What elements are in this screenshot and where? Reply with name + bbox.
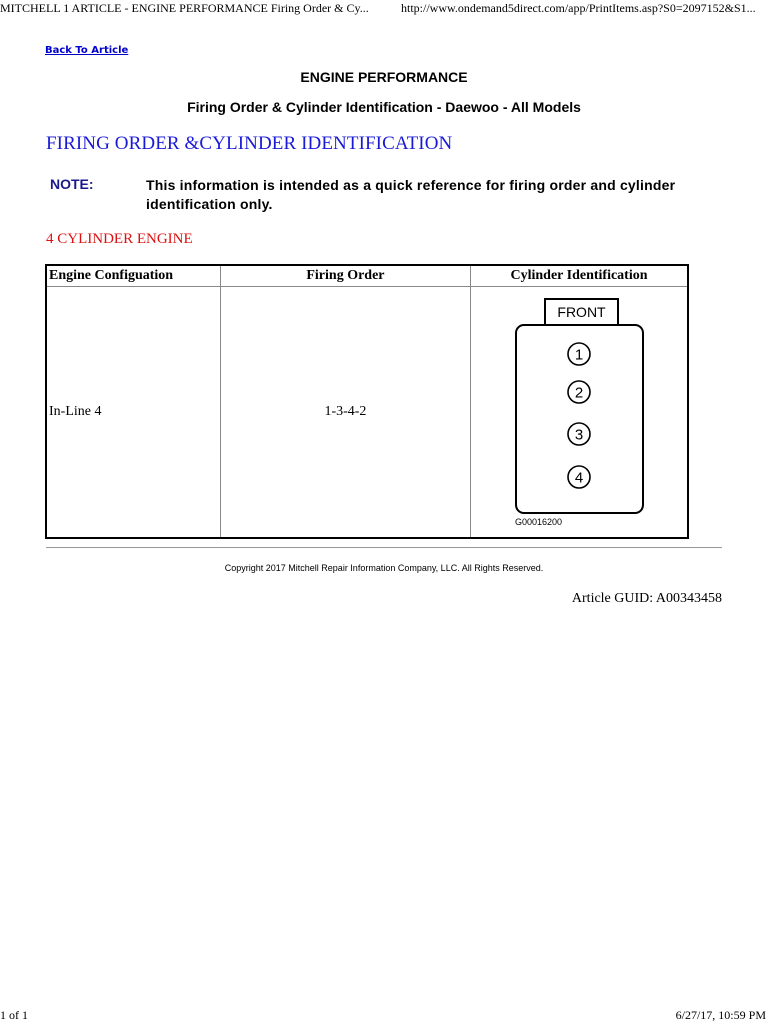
print-timestamp: 6/27/17, 10:59 PM: [675, 1008, 766, 1022]
copyright-notice: Copyright 2017 Mitchell Repair Information Company, LLC. All Rights Reserved.: [224, 563, 544, 573]
header-firing-order: Firing Order: [220, 265, 470, 287]
header-engine-configuration: Engine Configuation: [46, 265, 220, 287]
figure-id: G00016200: [515, 517, 563, 527]
cylinder-engine-heading: 4 CYLINDER ENGINE: [46, 231, 193, 247]
cell-firing-order: 1-3-4-2: [220, 287, 470, 539]
note-label: NOTE:: [50, 176, 94, 192]
print-header-title: MITCHELL 1 ARTICLE - ENGINE PERFORMANCE Firing Order & Cy...: [0, 1, 369, 15]
page-title: ENGINE PERFORMANCE: [300, 69, 468, 85]
header-cylinder-identification: Cylinder Identification: [471, 265, 689, 287]
article-guid: Article GUID: A00343458: [571, 591, 722, 606]
cell-engine-configuration: In-Line 4: [46, 287, 220, 539]
print-header-url: http://www.ondemand5direct.com/app/PrintItems.asp?S0=2097152&S1...: [401, 1, 756, 15]
cylinder-identification-diagram: [473, 288, 685, 536]
cylinder-4-label: 4: [574, 469, 584, 487]
table-row: [46, 287, 688, 539]
section-heading: FIRING ORDER &CYLINDER IDENTIFICATION: [46, 133, 453, 154]
divider: [46, 547, 722, 548]
front-label: FRONT: [557, 304, 606, 320]
cell-cylinder-diagram: [471, 287, 689, 539]
back-to-article-link[interactable]: Back To Article: [45, 45, 129, 56]
print-header: [0, 0, 768, 18]
table-header-row: [46, 265, 688, 287]
print-page-number: 1 of 1: [0, 1008, 28, 1022]
cylinder-3-label: 3: [574, 426, 584, 444]
firing-order-table: [45, 264, 689, 539]
note-text: This information is intended as a quick reference for firing order and cylinder identification only.: [146, 177, 676, 212]
cylinder-1-label: 1: [574, 346, 584, 364]
cylinder-2-label: 2: [574, 384, 584, 402]
page-subtitle: Firing Order & Cylinder Identification - Daewoo - All Models: [187, 99, 581, 115]
